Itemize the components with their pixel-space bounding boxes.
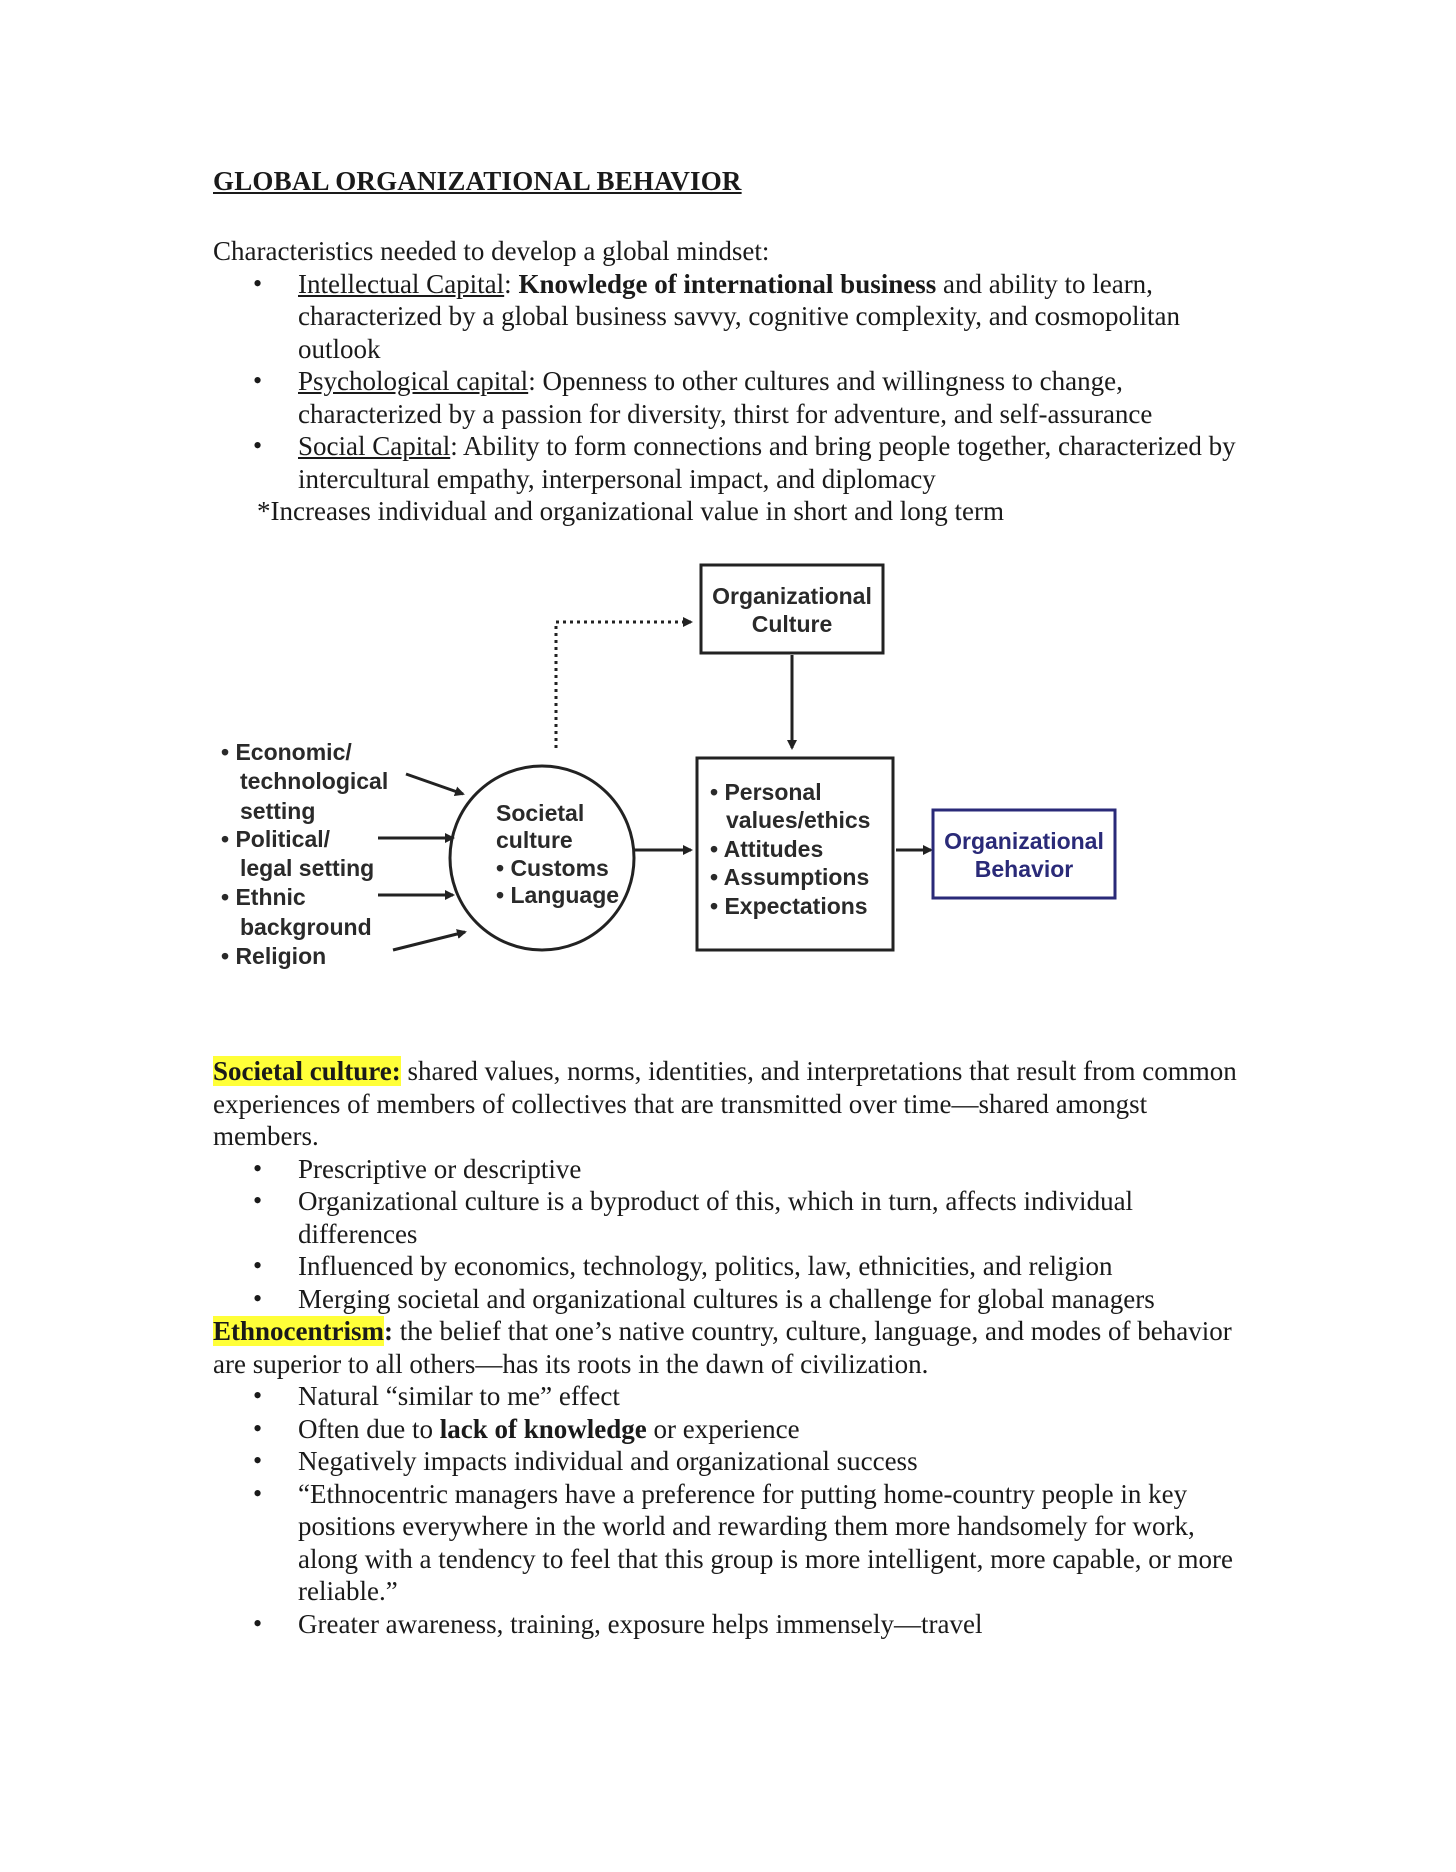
- term-intellectual-capital: Intellectual Capital: [298, 268, 505, 299]
- term-psychological-capital: Psychological capital: [298, 366, 529, 396]
- list-item: • Organizational culture is a byproduct of this, which in turn, affects individual differences: [298, 1185, 1253, 1250]
- org-behavior-line: Behavior: [974, 856, 1074, 882]
- note-text: *Increases individual and organizational value in short and long term: [257, 496, 1005, 526]
- personal-line: • Expectations: [710, 893, 868, 919]
- definition-text: shared values, norms, identities, and interpretations that result from common experiences of members of collectives that are transmitted over time—shared amongst members.: [213, 1056, 1237, 1151]
- item-text: or experience: [646, 1413, 800, 1444]
- personal-line: • Attitudes: [710, 836, 824, 862]
- personal-line: • Assumptions: [710, 864, 870, 890]
- input-line: technological: [240, 768, 389, 794]
- document-body-lower: [213, 1055, 1253, 1640]
- item-text: Often due to: [298, 1413, 440, 1444]
- item-text: Ability to form connections and bring people together, characterized by intercultural empathy, interpersonal impact, and diplomacy: [298, 431, 1236, 494]
- societal-culture-definition: [213, 1055, 1253, 1153]
- separator: :: [504, 268, 519, 299]
- document-body: [213, 165, 1253, 528]
- capital-list: [213, 268, 1253, 496]
- input-line: setting: [240, 798, 316, 824]
- list-item: [298, 365, 1253, 430]
- input-line: • Religion: [221, 943, 327, 969]
- personal-line: values/ethics: [726, 807, 871, 833]
- societal-line: • Language: [496, 882, 620, 908]
- culture-diagram: [213, 560, 1153, 980]
- term-social-capital: Social Capital: [298, 431, 451, 461]
- org-behavior-box: [933, 810, 1115, 898]
- colon: :: [384, 1316, 393, 1346]
- list-item: • Greater awareness, training, exposure helps immensely—travel: [298, 1608, 1253, 1641]
- arrow-religion: [393, 932, 465, 950]
- list-item: • Prescriptive or descriptive: [298, 1153, 1253, 1186]
- list-item: • Merging societal and organizational cultures is a challenge for global managers: [298, 1283, 1253, 1316]
- input-line: • Political/: [221, 826, 331, 852]
- list-item: • Influenced by economics, technology, politics, law, ethnicities, and religion: [298, 1250, 1253, 1283]
- ethnocentrism-definition: [213, 1315, 1253, 1380]
- page-title: GLOBAL ORGANIZATIONAL BEHAVIOR: [213, 166, 742, 196]
- list-item: • Natural “similar to me” effect: [298, 1380, 1253, 1413]
- input-line: background: [240, 914, 372, 940]
- org-culture-line: Organizational: [712, 583, 872, 609]
- input-line: • Ethnic: [221, 884, 306, 910]
- list-item: • “Ethnocentric managers have a preference for putting home-country people in key positions everywhere in the world and rewarding them more handsomely for work, along with a tendency to feel that this group is more intelligent, more capable, or more reliable.”: [298, 1478, 1253, 1608]
- item-text: Openness to other cultures and willingness to change, characterized by a passion for diversity, thirst for adventure, and self-assurance: [298, 366, 1153, 429]
- input-line: • Economic/: [221, 739, 352, 765]
- input-factors: [221, 739, 388, 969]
- item-text: and ability to learn, characterized by a global business savvy, cognitive complexity, and cosmopolitan outlook: [298, 268, 1180, 364]
- org-culture-line: Culture: [751, 611, 833, 637]
- societal-line: • Customs: [496, 855, 609, 881]
- diagram-svg: [213, 560, 1153, 980]
- dotted-arrow: [556, 622, 691, 748]
- ethnocentrism-list: [213, 1380, 1253, 1640]
- highlighted-term: Ethnocentrism: [213, 1316, 384, 1346]
- separator: :: [528, 366, 543, 396]
- org-behavior-line: Organizational: [944, 828, 1104, 854]
- list-item: • Negatively impacts individual and organizational success: [298, 1445, 1253, 1478]
- list-item: [298, 430, 1253, 495]
- highlighted-term: Societal culture:: [213, 1056, 401, 1086]
- list-item: [298, 1413, 1253, 1446]
- arrow-economic: [406, 774, 463, 794]
- bold-phrase: Knowledge of international business: [518, 268, 937, 299]
- societal-culture-list: [213, 1153, 1253, 1316]
- bold-phrase: lack of knowledge: [439, 1413, 647, 1444]
- list-item: [298, 268, 1253, 366]
- separator: :: [450, 431, 463, 461]
- org-culture-box: [701, 565, 883, 653]
- definition-text: the belief that one’s native country, culture, language, and modes of behavior are superior to all others—has its roots in the dawn of civilization.: [213, 1316, 1232, 1379]
- societal-line: culture: [496, 827, 573, 853]
- input-line: legal setting: [240, 855, 375, 881]
- personal-line: • Personal: [710, 779, 822, 805]
- societal-line: Societal: [496, 800, 585, 826]
- intro-text: Characteristics needed to develop a global mindset:: [213, 236, 770, 266]
